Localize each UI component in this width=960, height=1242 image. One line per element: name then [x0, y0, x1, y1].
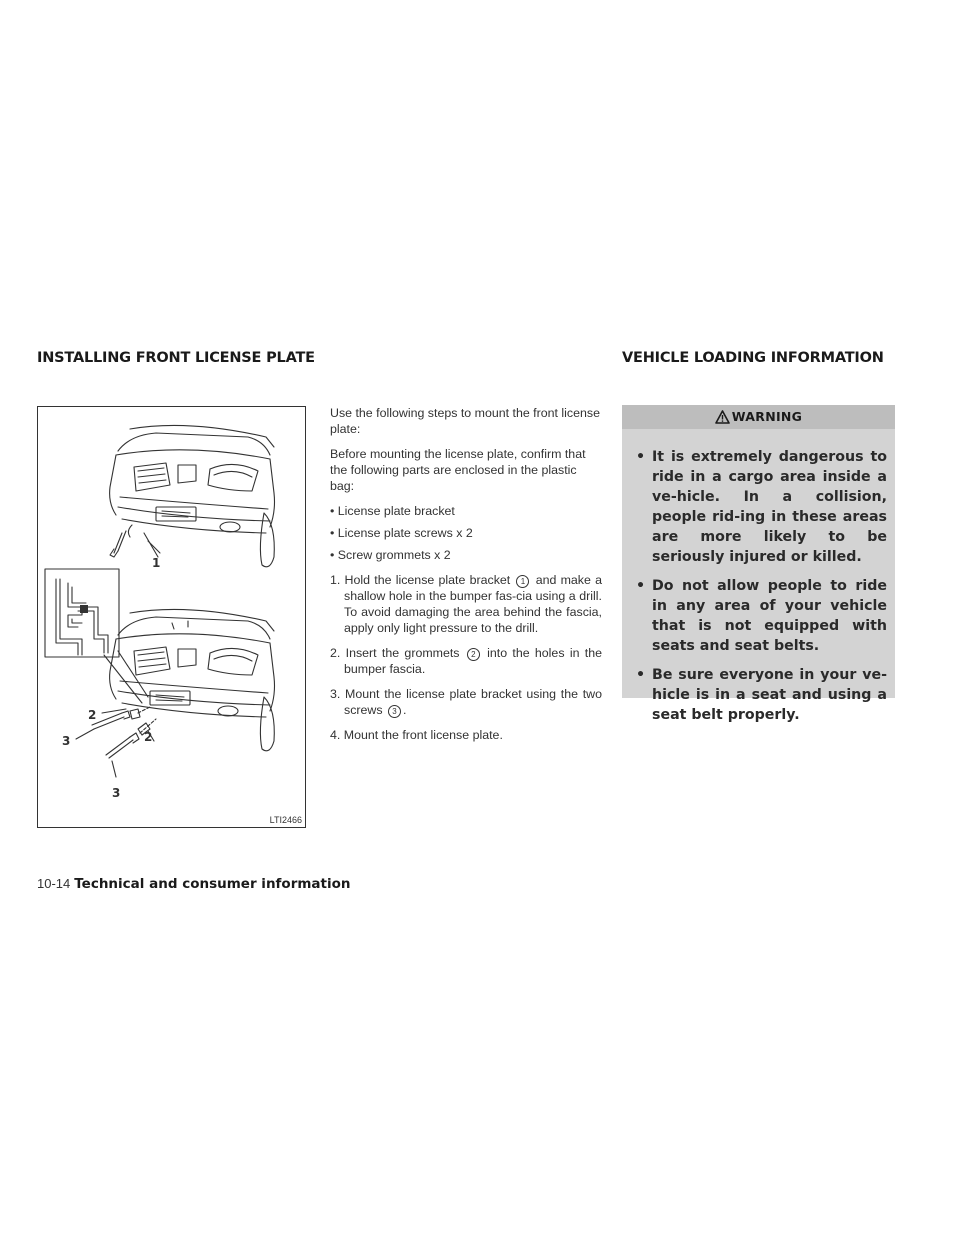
- step-2: [330, 645, 602, 677]
- chapter-title: Technical and consumer information: [74, 876, 351, 892]
- installation-instructions: [330, 405, 602, 752]
- bracket-detail-inset: [45, 569, 119, 657]
- confirm-text: Before mounting the license plate, confirm that the following parts are enclosed in the plastic bag:: [330, 447, 586, 493]
- page-number: 10-14: [37, 876, 71, 891]
- warning-item-text: Be sure everyone in your ve-hicle is in a seat and using a seat belt properly.: [652, 667, 887, 723]
- warning-box: [622, 405, 895, 723]
- step-3-text-b: .: [403, 703, 407, 717]
- parts-item: • License plate screws x 2: [330, 526, 473, 540]
- parts-item: • Screw grommets x 2: [330, 548, 451, 562]
- callout-3-label: 3: [62, 734, 71, 748]
- section-title-vehicle-loading: VEHICLE LOADING INFORMATION: [622, 350, 884, 366]
- step-2-text-a: 2. Insert the grommets: [330, 646, 460, 660]
- warning-item: [632, 447, 887, 567]
- vehicle-top-drawing: [110, 425, 275, 566]
- bullet-mark: •: [636, 578, 646, 594]
- warning-item-text: It is extremely dangerous to ride in a cargo area inside a ve-hicle. In a collision, people rid-ing in these areas are more likely to be seriously injured or killed.: [652, 449, 887, 565]
- step-3-text-a: 3. Mount the license plate bracket using the two screws: [330, 687, 602, 717]
- license-plate-illustration: [38, 407, 305, 827]
- intro-text: Use the following steps to mount the front license plate:: [330, 406, 600, 436]
- vehicle-bottom-drawing: [110, 609, 275, 750]
- callout-2-label: 2: [88, 708, 97, 722]
- ref-circle-2: 2: [467, 648, 480, 661]
- step-1: [330, 572, 602, 636]
- figure-code: LTI2466: [269, 815, 302, 825]
- bullet-mark: •: [636, 449, 646, 465]
- license-plate-figure: [37, 406, 306, 828]
- warning-item: [632, 665, 887, 725]
- page-footer: [37, 876, 351, 892]
- bullet-mark: •: [636, 667, 646, 683]
- callout-3b-label: 3: [112, 786, 121, 800]
- step-2-text-b: into the holes in the bumper fascia.: [344, 646, 602, 676]
- warning-item-text: Do not allow people to ride in any area of your vehicle that is not equipped with seats and seat belts.: [652, 578, 887, 654]
- warning-triangle-icon: [715, 408, 730, 432]
- warning-title: WARNING: [731, 409, 803, 424]
- step-1-text-b: and make a shallow hole in the bumper fas-cia using a drill. To avoid damaging the area behind the fascia, apply only light pressure to the drill.: [344, 573, 603, 635]
- parts-item: • License plate bracket: [330, 504, 455, 518]
- callout-1-label: 1: [152, 556, 161, 570]
- step-4: 4. Mount the front license plate.: [330, 728, 503, 742]
- warning-list: [632, 447, 887, 725]
- callout-2b-label: 2: [144, 730, 153, 744]
- warning-item: [632, 576, 887, 656]
- step-3: [330, 686, 602, 718]
- step-1-text-a: 1. Hold the license plate bracket: [330, 573, 511, 587]
- ref-circle-1: 1: [516, 575, 529, 588]
- ref-circle-3: 3: [388, 705, 401, 718]
- warning-header: [622, 405, 895, 429]
- section-title-installing-license-plate: INSTALLING FRONT LICENSE PLATE: [37, 350, 315, 366]
